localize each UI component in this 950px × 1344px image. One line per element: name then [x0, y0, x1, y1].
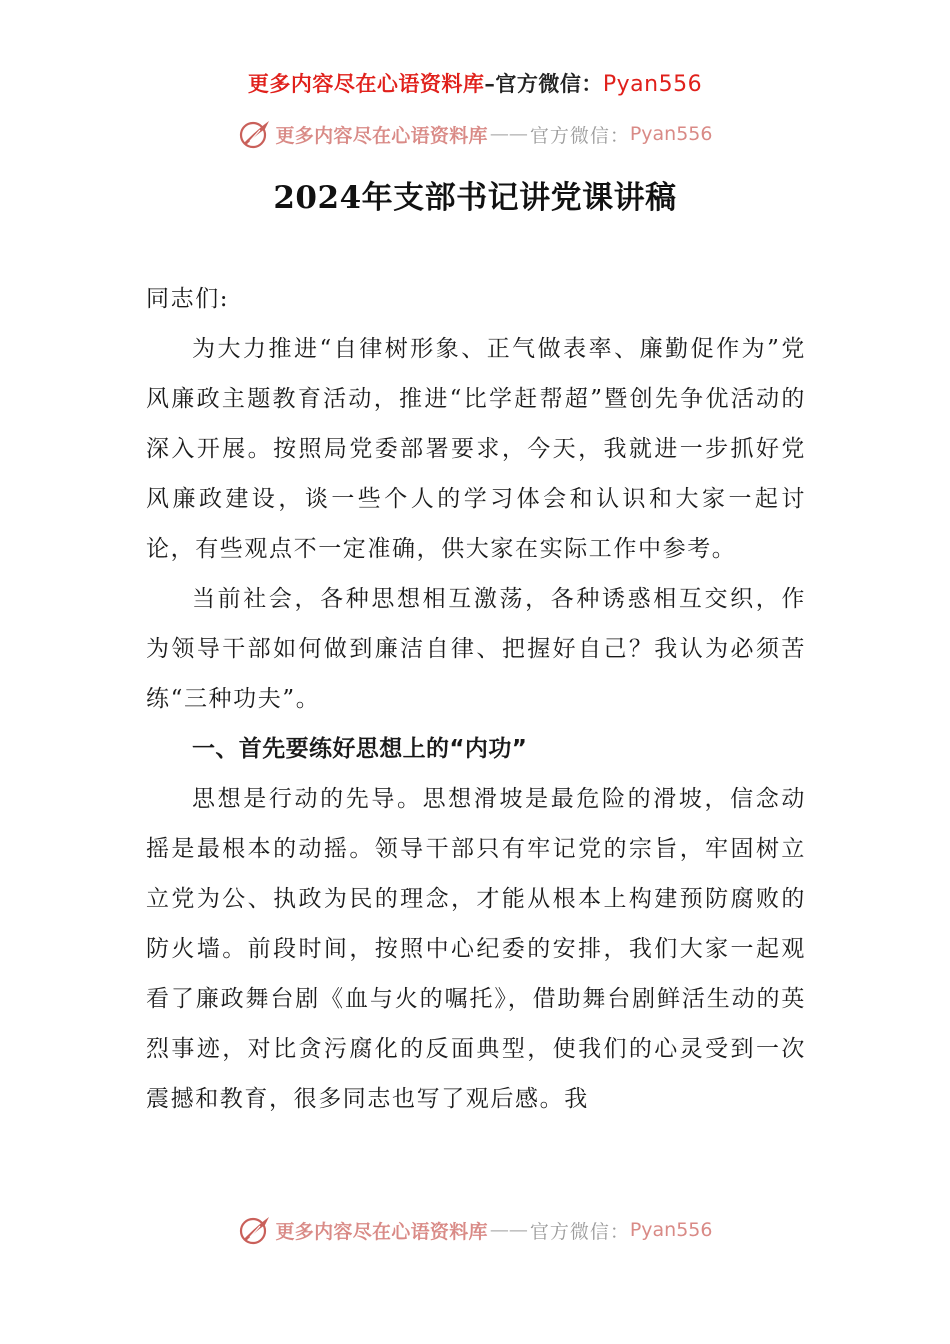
paragraph: 为大力推进“自律树形象、正气做表率、廉勤促作为”党风廉政主题教育活动，推进“比学赶帮超”暨创先争优活动的深入开展。按照局党委部署要求，今天，我就进一步抓好党风廉政建设，谈一些个人的学习体会和认识和大家一起讨论，有些观点不一定准确，供大家在实际工作中参考。	[146, 336, 806, 562]
watermark-wechat-label: 官方微信：	[529, 124, 630, 147]
watermark-dash: ——	[489, 1219, 528, 1241]
document-title: 2024年支部书记讲党课讲稿	[273, 180, 677, 216]
footer-watermark	[0, 1210, 950, 1250]
banner-wechat-id: Pyan556	[602, 72, 703, 97]
section-heading: 一、首先要练好思想上的“内功”	[192, 736, 528, 762]
banner-separator: –	[484, 71, 496, 96]
document-body	[146, 274, 806, 1124]
watermark-wechat-label: 官方微信：	[529, 1220, 630, 1243]
promo-banner	[0, 68, 950, 98]
watermark-site-name: 更多内容尽在心语资料库	[275, 1220, 488, 1243]
watermark-wechat-id: Pyan556	[629, 1219, 713, 1241]
pen-logo-icon	[238, 1213, 272, 1247]
banner-wechat-label: 官方微信：	[495, 71, 603, 96]
header-watermark	[0, 114, 950, 154]
watermark-site-name: 更多内容尽在心语资料库	[275, 124, 488, 147]
watermark-wechat-id: Pyan556	[629, 123, 713, 145]
salutation: 同志们:	[146, 286, 230, 312]
pen-logo-icon	[238, 117, 272, 151]
paragraph: 思想是行动的先导。思想滑坡是最危险的滑坡，信念动摇是最根本的动摇。领导干部只有牢记党的宗旨，牢固树立立党为公、执政为民的理念，才能从根本上构建预防腐败的防火墙。前段时间，按照中心纪委的安排，我们大家一起观看了廉政舞台剧《血与火的嘱托》，借助舞台剧鲜活生动的英烈事迹，对比贪污腐化的反面典型，使我们的心灵受到一次震撼和教育，很多同志也写了观后感。我	[146, 786, 806, 1112]
watermark-dash: ——	[489, 123, 528, 145]
paragraph: 当前社会，各种思想相互激荡，各种诱惑相互交织，作为领导干部如何做到廉洁自律、把握好自己？我认为必须苦练“三种功夫”。	[146, 586, 806, 712]
banner-site-name: 更多内容尽在心语资料库	[247, 71, 485, 96]
